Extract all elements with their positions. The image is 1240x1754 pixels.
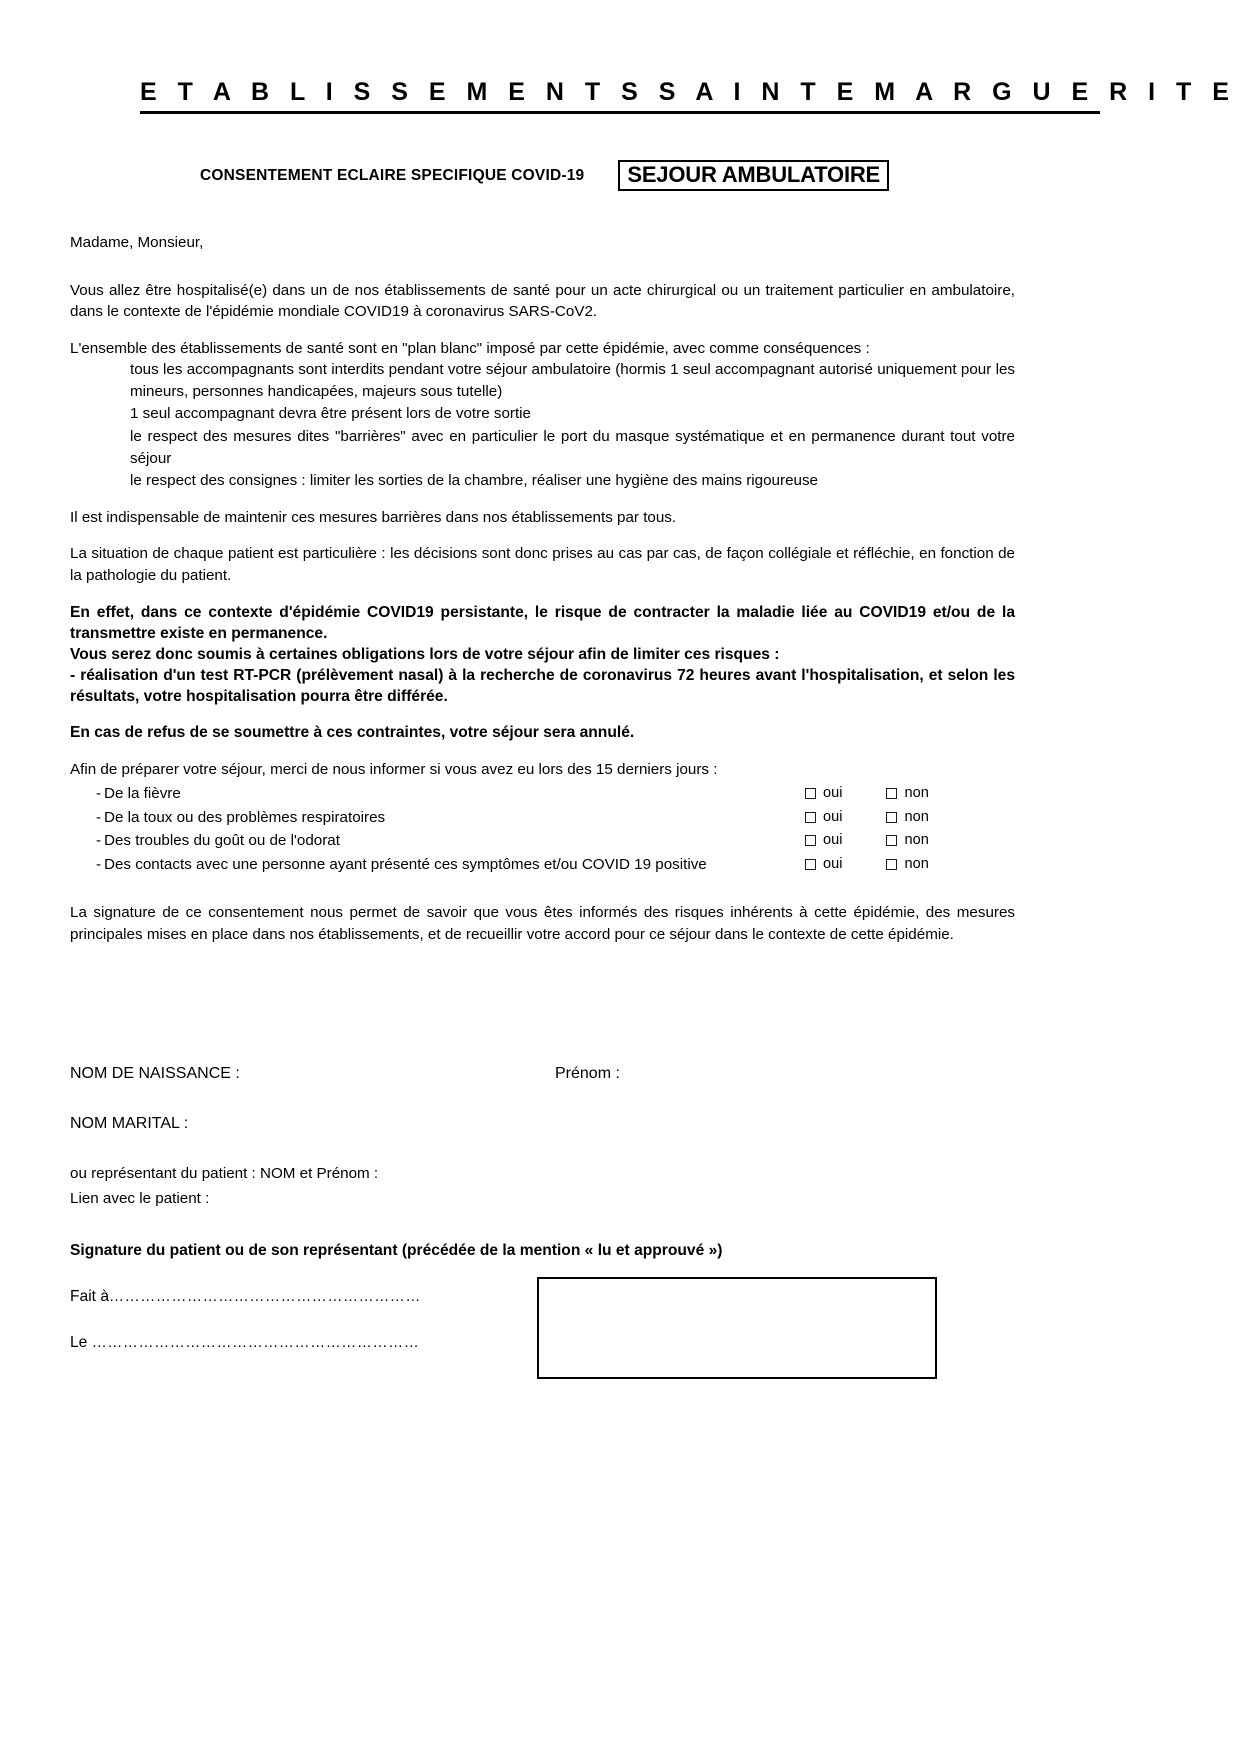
screening-row-cough [70, 806, 1015, 830]
refusal-paragraph: En cas de refus de se soumettre à ces contraintes, votre séjour sera annulé. [70, 723, 635, 741]
birth-name-label: NOM DE NAISSANCE : [70, 1065, 240, 1082]
answer-group [805, 806, 929, 829]
stay-type-badge: SEJOUR AMBULATOIRE [618, 160, 889, 191]
answer-yes-label: oui [823, 855, 843, 872]
plan-blanc-intro: L'ensemble des établissements de santé sont en "plan blanc" imposé par cette épidémie, avec comme conséquences : [70, 339, 870, 357]
screening-label: Des contacts avec une personne ayant présenté ces symptômes et/ou COVID 19 positive [104, 855, 707, 873]
institution-title: E T A B L I S S E M E N T S S A I N T E M A R G U E R I T E [140, 78, 1100, 114]
screening-label: Des troubles du goût ou de l'odorat [104, 832, 340, 850]
answer-no-label: non [904, 785, 929, 802]
checkbox-icon[interactable] [805, 812, 816, 823]
list-item: le respect des mesures dites "barrières" avec en particulier le port du masque systématique et en permanence durant tout votre séjour [130, 428, 1015, 467]
representative-block [70, 1162, 1015, 1211]
list-item: 1 seul accompagnant devra être présent lors de votre sortie [130, 405, 532, 423]
checkbox-icon[interactable] [805, 788, 816, 799]
checkbox-icon[interactable] [886, 859, 897, 870]
representative-label: ou représentant du patient : NOM et Prénom : [70, 1165, 379, 1182]
situation-paragraph: La situation de chaque patient est particulière : les décisions sont donc prises au cas par cas, de façon collégiale et réfléchie, en fonction de la pathologie du patient. [70, 545, 1015, 584]
answer-no[interactable] [886, 829, 928, 852]
screening-row-fever [70, 782, 1015, 806]
checkbox-icon[interactable] [886, 835, 897, 846]
screening-label: De la toux ou des problèmes respiratoires [104, 808, 386, 826]
intro-paragraph: Vous allez être hospitalisé(e) dans un de nos établissements de santé pour un acte chirurgical ou un traitement particulier en ambulatoire, dans le contexte de l'épidémie mondiale COVID19 à coronavirus SARS-CoV2. [70, 281, 1015, 321]
list-item: le respect des consignes : limiter les sorties de la chambre, réaliser une hygiène des mains rigoureuse [130, 472, 818, 490]
date-dots: ……………………………………………………… [91, 1334, 420, 1351]
plan-blanc-list [70, 359, 1015, 491]
pcr-line: - réalisation d'un test RT-PCR (prélèvement nasal) à la recherche de coronavirus 72 heures avant l'hospitalisation, et selon les résultats, votre hospitalisation pourra être différée. [70, 666, 1015, 705]
checkbox-icon[interactable] [886, 788, 897, 799]
answer-no-label: non [904, 808, 929, 825]
risk-line: En effet, dans ce contexte d'épidémie COVID19 persistante, le risque de contracter la maladie liée au COVID19 et/ou de la transmettre existe en permanence. [70, 603, 1015, 642]
consent-closing-paragraph: La signature de ce consentement nous permet de savoir que vous êtes informés des risques inhérents à cette épidémie, des mesures principales mises en place dans nos établissements, et de recueillir votre accord pour ce séjour dans le contexte de cette épidémie. [70, 904, 1015, 943]
date-field[interactable] [70, 1334, 419, 1352]
salutation: Madame, Monsieur, [70, 234, 204, 251]
place-field[interactable] [70, 1288, 421, 1306]
screening-label: De la fièvre [104, 785, 181, 803]
body-content [70, 232, 1015, 961]
indispensable-paragraph: Il est indispensable de maintenir ces mesures barrières dans nos établissements par tous. [70, 508, 677, 526]
form-subtitle: CONSENTEMENT ECLAIRE SPECIFIQUE COVID-19 [200, 166, 585, 184]
marital-name-label: NOM MARITAL : [70, 1115, 189, 1132]
answer-no[interactable] [886, 806, 928, 829]
checkbox-icon[interactable] [886, 812, 897, 823]
screening-intro: Afin de préparer votre séjour, merci de nous informer si vous avez eu lors des 15 derniers jours : [70, 760, 718, 778]
bullet-dash: - [96, 808, 102, 826]
screening-row-taste-smell [70, 829, 1015, 853]
date-label: Le [70, 1334, 88, 1351]
answer-group [805, 853, 929, 876]
obligations-line: Vous serez donc soumis à certaines obligations lors de votre séjour afin de limiter ces risques : [70, 645, 780, 663]
signature-instruction: Signature du patient ou de son représentant (précédée de la mention « lu et approuvé ») [70, 1242, 723, 1259]
bullet-dash: - [96, 832, 102, 850]
screening-row-contacts [70, 853, 1015, 877]
bullet-dash: - [96, 785, 102, 803]
identity-fields [70, 1062, 1015, 1211]
place-label: Fait à [70, 1288, 109, 1305]
subtitle-row [200, 160, 889, 191]
answer-yes[interactable] [805, 853, 842, 876]
risk-block [70, 602, 1015, 707]
answer-yes[interactable] [805, 782, 842, 805]
answer-yes-label: oui [823, 808, 843, 825]
answer-yes-label: oui [823, 832, 843, 849]
bullet-dash: - [96, 855, 102, 873]
checkbox-icon[interactable] [805, 859, 816, 870]
answer-yes[interactable] [805, 806, 842, 829]
answer-no-label: non [904, 855, 929, 872]
answer-group [805, 782, 929, 805]
answer-no[interactable] [886, 853, 928, 876]
birth-name-row [70, 1062, 1015, 1082]
first-name-label: Prénom : [555, 1065, 620, 1082]
answer-yes[interactable] [805, 829, 842, 852]
answer-no[interactable] [886, 782, 928, 805]
place-dots: …………………………………………………… [109, 1288, 421, 1305]
relationship-label: Lien avec le patient : [70, 1189, 210, 1207]
answer-yes-label: oui [823, 785, 843, 802]
signature-box[interactable] [537, 1277, 937, 1379]
screening-list [70, 782, 1015, 876]
marital-name-row [70, 1112, 1015, 1132]
list-item: tous les accompagnants sont interdits pendant votre séjour ambulatoire (hormis 1 seul accompagnant autorisé uniquement pour les mineurs, personnes handicapées, majeurs sous tutelle) [130, 361, 1015, 400]
checkbox-icon[interactable] [805, 835, 816, 846]
answer-group [805, 829, 929, 852]
answer-no-label: non [904, 832, 929, 849]
